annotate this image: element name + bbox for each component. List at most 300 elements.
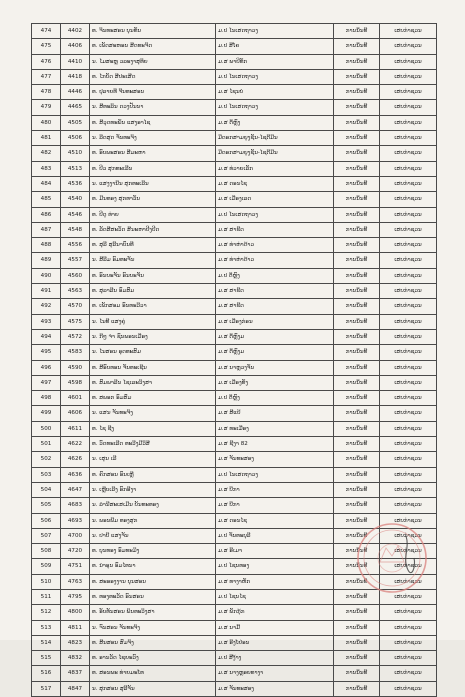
result-cell: ເສບກ່າຊວນ bbox=[380, 284, 437, 299]
table-row bbox=[32, 238, 437, 253]
table-row bbox=[32, 329, 437, 344]
place-cell: ມ.ສ ທ່າຫ່າດ້າວ bbox=[216, 253, 334, 268]
id-cell: 4590 bbox=[61, 360, 90, 375]
row-number-cell: 497 bbox=[32, 375, 61, 390]
place-cell: ມ.ສ ບີກາ bbox=[216, 482, 334, 497]
result-cell: ເສບກ່າຊວນ bbox=[380, 268, 437, 283]
name-cell: ທ. ສີນສອນ ສົມຈິງ bbox=[90, 635, 216, 650]
table-row bbox=[32, 375, 437, 390]
table-row bbox=[32, 207, 437, 222]
result-cell: ເສບກ່າຊວນ bbox=[380, 620, 437, 635]
result-cell: ເສບກ່າຊວນ bbox=[380, 375, 437, 390]
status-cell: ການນຶນທີ bbox=[334, 345, 380, 360]
row-number-cell: 506 bbox=[32, 513, 61, 528]
name-cell: ທ. ສຸລີ ສຸລີນາບົນທີ bbox=[90, 238, 216, 253]
id-cell: 4557 bbox=[61, 253, 90, 268]
place-cell: ມ.ສ ສາຂີດ bbox=[216, 284, 334, 299]
row-number-cell: 481 bbox=[32, 131, 61, 146]
table-row bbox=[32, 115, 437, 130]
table-row bbox=[32, 498, 437, 513]
table-row bbox=[32, 452, 437, 467]
id-cell: 4847 bbox=[61, 681, 90, 696]
table-row bbox=[32, 176, 437, 191]
result-cell: ເສບກ່າຊວນ bbox=[380, 314, 437, 329]
status-cell: ການນຶນທີ bbox=[334, 192, 380, 207]
result-cell: ເສບກ່າຊວນ bbox=[380, 85, 437, 100]
row-number-cell: 487 bbox=[32, 222, 61, 237]
table-row bbox=[32, 666, 437, 681]
result-cell: ເສບກ່າຊວນ bbox=[380, 467, 437, 482]
row-number-cell: 492 bbox=[32, 299, 61, 314]
table-row bbox=[32, 681, 437, 696]
id-cell: 4560 bbox=[61, 268, 90, 283]
row-number-cell: 504 bbox=[32, 482, 61, 497]
place-cell: ມ.ສ ທ່າຫ່າດ້າວ bbox=[216, 238, 334, 253]
result-cell: ເສບກ່າຊວນ bbox=[380, 39, 437, 54]
id-cell: 4720 bbox=[61, 544, 90, 559]
status-cell: ການນຶນທີ bbox=[334, 222, 380, 237]
table-row bbox=[32, 85, 437, 100]
status-cell: ການນຶນທີ bbox=[334, 391, 380, 406]
result-cell: ເສບກ່າຊວນ bbox=[380, 482, 437, 497]
row-number-cell: 488 bbox=[32, 238, 61, 253]
id-cell: 4506 bbox=[61, 131, 90, 146]
status-cell: ການນຶນທີ bbox=[334, 146, 380, 161]
place-cell: ມ.ສ ໄຊນບໍ bbox=[216, 85, 334, 100]
status-cell: ການນຶນທີ bbox=[334, 452, 380, 467]
result-cell: ເສບກ່າຊວນ bbox=[380, 421, 437, 436]
place-cell: ມ.ສ ບີກາ bbox=[216, 498, 334, 513]
name-cell: ທ. ອົນບະຈັນ ອົນບະຈັນ bbox=[90, 268, 216, 283]
result-cell: ເສບກ່າຊວນ bbox=[380, 666, 437, 681]
status-cell: ການນຶນທີ bbox=[334, 268, 380, 283]
id-cell: 4510 bbox=[61, 146, 90, 161]
status-cell: ການນຶນທີ bbox=[334, 69, 380, 84]
name-cell: ນ. ໄນສອນ ອຸດທະສົມ bbox=[90, 345, 216, 360]
result-cell: ເສບກ່າຊວນ bbox=[380, 498, 437, 513]
place-cell: ມ.ປ ໄນເສດຖາວງ bbox=[216, 24, 334, 39]
table-row bbox=[32, 360, 437, 375]
result-cell: ເສບກ່າຊວນ bbox=[380, 329, 437, 344]
id-cell: 4540 bbox=[61, 192, 90, 207]
id-cell: 4800 bbox=[61, 605, 90, 620]
id-cell: 4811 bbox=[61, 620, 90, 635]
name-cell: ນ. ຈົນສອນ ຈັນທະຈິງ bbox=[90, 620, 216, 635]
result-cell: ເສບກ່າຊວນ bbox=[380, 589, 437, 604]
result-cell: ເສບກ່າຊວນ bbox=[380, 222, 437, 237]
id-cell: 4418 bbox=[61, 69, 90, 84]
row-number-cell: 517 bbox=[32, 681, 61, 696]
row-number-cell: 514 bbox=[32, 635, 61, 650]
name-cell: ນ. ໄມສະຫຼ ວລະງາສຸທິຍ bbox=[90, 54, 216, 69]
place-cell: ມ.ສ ສາຂີດ bbox=[216, 222, 334, 237]
status-cell: ການນຶນທີ bbox=[334, 131, 380, 146]
id-cell: 4751 bbox=[61, 559, 90, 574]
official-stamp bbox=[350, 518, 430, 598]
status-cell: ການນຶນທີ bbox=[334, 620, 380, 635]
name-cell: ນ. ສີທະລິນ ດວງປັນນາ bbox=[90, 100, 216, 115]
name-cell: ນ. ລີດສຸດ ຈັນທະຈິງ bbox=[90, 131, 216, 146]
row-number-cell: 486 bbox=[32, 207, 61, 222]
status-cell: ການນຶນທີ bbox=[334, 559, 380, 574]
place-cell: ມ.ປ ໄຊນໄຊ bbox=[216, 589, 334, 604]
id-cell: 4636 bbox=[61, 467, 90, 482]
place-cell: ມີດອກສາມຍູງຊັນ-ໄຊຕີມີນ bbox=[216, 146, 334, 161]
id-cell: 4622 bbox=[61, 437, 90, 452]
status-cell: ການນຶນທີ bbox=[334, 467, 380, 482]
id-cell: 4548 bbox=[61, 222, 90, 237]
table-row bbox=[32, 421, 437, 436]
result-cell: ເສບກ່າຊວນ bbox=[380, 24, 437, 39]
place-cell: ມ.ສ ເມືອງທັງ bbox=[216, 375, 334, 390]
table-row bbox=[32, 314, 437, 329]
place-cell: ມ.ສ ນາງຫຼອຍທາງາ bbox=[216, 666, 334, 681]
name-cell: ທ. ສຸລາລີນ ອົມສົມ bbox=[90, 284, 216, 299]
status-cell: ການນຶນທີ bbox=[334, 115, 380, 130]
name-cell: ທ. ສະອອງງານ ບຸນສອນ bbox=[90, 574, 216, 589]
table-row bbox=[32, 54, 437, 69]
name-cell: ນ. ໄນທີ ແສງຄູ່ bbox=[90, 314, 216, 329]
row-number-cell: 501 bbox=[32, 437, 61, 452]
status-cell: ການນຶນທີ bbox=[334, 375, 380, 390]
id-cell: 4601 bbox=[61, 391, 90, 406]
name-cell: ທ. ນຳອຸນ ອົມໄທນາ bbox=[90, 559, 216, 574]
row-number-cell: 483 bbox=[32, 161, 61, 176]
result-cell: ເສບກ່າຊວນ bbox=[380, 437, 437, 452]
row-number-cell: 499 bbox=[32, 406, 61, 421]
table-row bbox=[32, 635, 437, 650]
name-cell: ທ. ສີວຸດທະພັນ ແສງອາໄຊ bbox=[90, 115, 216, 130]
id-cell: 4795 bbox=[61, 589, 90, 604]
name-cell: ນ. ປາບີ ແສງຈັນ bbox=[90, 528, 216, 543]
place-cell: ມ.ປ ສີໂຄ bbox=[216, 39, 334, 54]
name-cell: ທ. ສີອົບທອນ ຈັນທະເຊີນ bbox=[90, 360, 216, 375]
table-row bbox=[32, 482, 437, 497]
id-cell: 4598 bbox=[61, 375, 90, 390]
result-cell: ເສບກ່າຊວນ bbox=[380, 605, 437, 620]
id-cell: 4410 bbox=[61, 54, 90, 69]
result-cell: ເສບກ່າຊວນ bbox=[380, 207, 437, 222]
row-number-cell: 513 bbox=[32, 620, 61, 635]
status-cell: ການນຶນທີ bbox=[334, 314, 380, 329]
row-number-cell: 512 bbox=[32, 605, 61, 620]
id-cell: 4556 bbox=[61, 238, 90, 253]
id-cell: 4406 bbox=[61, 39, 90, 54]
result-cell: ເສບກ່າຊວນ bbox=[380, 115, 437, 130]
result-cell: ເສບກ່າຊວນ bbox=[380, 131, 437, 146]
table-row bbox=[32, 146, 437, 161]
row-number-cell: 508 bbox=[32, 544, 61, 559]
result-cell: ເສບກ່າຊວນ bbox=[380, 238, 437, 253]
id-cell: 4583 bbox=[61, 345, 90, 360]
id-cell: 4837 bbox=[61, 666, 90, 681]
table-row bbox=[32, 299, 437, 314]
row-number-cell: 494 bbox=[32, 329, 61, 344]
name-cell: ທ. ລັດສີສະວັດ ສີນະຫາປີງປີດ bbox=[90, 222, 216, 237]
name-cell: ທ. ຈິນທະສອນ ບຸນທັນ bbox=[90, 24, 216, 39]
id-cell: 4572 bbox=[61, 329, 90, 344]
name-cell: ທ. ທອງທະວັດ ອົນສອນ bbox=[90, 589, 216, 604]
place-cell: ມ.ສ ນາມີ້ bbox=[216, 620, 334, 635]
status-cell: ການນຶນທີ bbox=[334, 589, 380, 604]
row-number-cell: 480 bbox=[32, 115, 61, 130]
result-cell: ເສບກ່າຊວນ bbox=[380, 406, 437, 421]
status-cell: ການນຶນທີ bbox=[334, 528, 380, 543]
place-cell: ມ.ປ ຕຶຫຼົງ bbox=[216, 391, 334, 406]
status-cell: ການນຶນທີ bbox=[334, 635, 380, 650]
status-cell: ການນຶນທີ bbox=[334, 299, 380, 314]
table-row bbox=[32, 437, 437, 452]
row-number-cell: 474 bbox=[32, 24, 61, 39]
name-cell: ທ. ສພອກ ອົມສົມ bbox=[90, 391, 216, 406]
id-cell: 4402 bbox=[61, 24, 90, 39]
id-cell: 4626 bbox=[61, 452, 90, 467]
result-cell: ເສບກ່າຊວນ bbox=[380, 528, 437, 543]
result-cell: ເສບກ່າຊວນ bbox=[380, 69, 437, 84]
id-cell: 4647 bbox=[61, 482, 90, 497]
result-cell: ເສບກ່າຊວນ bbox=[380, 161, 437, 176]
place-cell: ມ.ສ ພັກກຸ້ກ bbox=[216, 605, 334, 620]
place-cell: ມ.ສ ພາປີທັກ bbox=[216, 54, 334, 69]
place-cell: ມ.ສ ທະເມືອງ bbox=[216, 421, 334, 436]
result-cell: ເສບກ່າຊວນ bbox=[380, 54, 437, 69]
name-cell: ທ. ອົບພະສອນ ສີມະຫາ bbox=[90, 146, 216, 161]
table-row bbox=[32, 620, 437, 635]
table-row bbox=[32, 161, 437, 176]
place-cell: ມ.ສ ຈັນທະສອງ bbox=[216, 681, 334, 696]
row-number-cell: 507 bbox=[32, 528, 61, 543]
id-cell: 4693 bbox=[61, 513, 90, 528]
place-cell: ມ.ປ ຕຶຫຼົງ bbox=[216, 268, 334, 283]
row-number-cell: 511 bbox=[32, 589, 61, 604]
status-cell: ການນຶນທີ bbox=[334, 238, 380, 253]
result-cell: ເສບກ່າຊວນ bbox=[380, 253, 437, 268]
table-row bbox=[32, 467, 437, 482]
name-cell: ທ. ໄຊ ຊີງ bbox=[90, 421, 216, 436]
table-row bbox=[32, 391, 437, 406]
status-cell: ການນຶນທີ bbox=[334, 437, 380, 452]
name-cell: ທ. ອັບທັນສອນ ພິນທະວິງສາ bbox=[90, 605, 216, 620]
status-cell: ການນຶນທີ bbox=[334, 681, 380, 696]
row-number-cell: 476 bbox=[32, 54, 61, 69]
result-cell: ເສບກ່າຊວນ bbox=[380, 559, 437, 574]
status-cell: ການນຶນທີ bbox=[334, 54, 380, 69]
name-cell: ທ. ວົດທະເລີດ ທະວີງມີວິສີ bbox=[90, 437, 216, 452]
result-cell: ເສບກ່າຊວນ bbox=[380, 651, 437, 666]
result-cell: ເສບກ່າຊວນ bbox=[380, 299, 437, 314]
id-cell: 4546 bbox=[61, 207, 90, 222]
name-cell: ນ. ກີໆ ຈຳ ຊົນພອນເມືອງ bbox=[90, 329, 216, 344]
id-cell: 4570 bbox=[61, 299, 90, 314]
row-number-cell: 475 bbox=[32, 39, 61, 54]
table-row bbox=[32, 222, 437, 237]
row-number-cell: 477 bbox=[32, 69, 61, 84]
status-cell: ການນຶນທີ bbox=[334, 498, 380, 513]
place-cell: ມ.ສ ດອນໄຊ bbox=[216, 513, 334, 528]
status-cell: ການນຶນທີ bbox=[334, 39, 380, 54]
row-number-cell: 479 bbox=[32, 100, 61, 115]
id-cell: 4700 bbox=[61, 528, 90, 543]
row-number-cell: 490 bbox=[32, 268, 61, 283]
name-cell: ນ. ສີລີມ ອົມທະຈັນ bbox=[90, 253, 216, 268]
table-row bbox=[32, 268, 437, 283]
status-cell: ການນຶນທີ bbox=[334, 513, 380, 528]
status-cell: ການນຶນທີ bbox=[334, 666, 380, 681]
place-cell: ມ.ສ ຈັນທະສອງ bbox=[216, 452, 334, 467]
place-cell: ມ.ປ ໄນເສດຖາວງ bbox=[216, 69, 334, 84]
row-number-cell: 500 bbox=[32, 421, 61, 436]
status-cell: ການນຶນທີ bbox=[334, 574, 380, 589]
table-row bbox=[32, 284, 437, 299]
place-cell: ມ.ສ ນາຫຼວງຈັນ bbox=[216, 360, 334, 375]
status-cell: ການນຶນທີ bbox=[334, 284, 380, 299]
row-number-cell: 489 bbox=[32, 253, 61, 268]
table-row bbox=[32, 192, 437, 207]
result-cell: ເສບກ່າຊວນ bbox=[380, 574, 437, 589]
place-cell: ມ.ສ ສາຂີດ bbox=[216, 299, 334, 314]
id-cell: 4606 bbox=[61, 406, 90, 421]
status-cell: ການນຶນທີ bbox=[334, 207, 380, 222]
place-cell: ມ.ສ ທ່ວາຍເລັກ bbox=[216, 161, 334, 176]
result-cell: ເສບກ່າຊວນ bbox=[380, 192, 437, 207]
place-cell: ມ.ສ ຕຶຫຼົງມ bbox=[216, 329, 334, 344]
result-cell: ເສບກ່າຊວນ bbox=[380, 360, 437, 375]
name-cell: ນ. ເຫຼີບເລີງ ອົກອີງາ bbox=[90, 482, 216, 497]
status-cell: ການນຶນທີ bbox=[334, 406, 380, 421]
result-cell: ເສບກ່າຊວນ bbox=[380, 452, 437, 467]
name-cell: ທ. ໄກບັດ ສີປະເສີດ bbox=[90, 69, 216, 84]
status-cell: ການນຶນທີ bbox=[334, 544, 380, 559]
status-cell: ການນຶນທີ bbox=[334, 100, 380, 115]
id-cell: 4505 bbox=[61, 115, 90, 130]
place-cell: ມ.ສ ຕຶຫຼົງ bbox=[216, 115, 334, 130]
name-cell: ທ. ບຸນທອງ ອົມທະມິງ bbox=[90, 544, 216, 559]
result-cell: ເສບກ່າຊວນ bbox=[380, 513, 437, 528]
name-cell: ທ. ອານວັດ ໄຊຍະວົງ bbox=[90, 651, 216, 666]
name-cell: ທ. ຄົກສອນ ອົນເຫຼີ bbox=[90, 467, 216, 482]
name-cell: ທ. ເພັດສະຫອນ ສີດທະຈິດ bbox=[90, 39, 216, 54]
result-cell: ເສບກ່າຊວນ bbox=[380, 176, 437, 191]
name-cell: ນ. ແສງງານີນ ສຸກທະເລີນ bbox=[90, 176, 216, 191]
place-cell: ມ.ປ ໄນເສດຖາວງ bbox=[216, 467, 334, 482]
row-number-cell: 491 bbox=[32, 284, 61, 299]
row-number-cell: 505 bbox=[32, 498, 61, 513]
name-cell: ນ. ສຸກສອນ ສຸລີຈັນ bbox=[90, 681, 216, 696]
place-cell: ມ.ສ ເມືອງເລດ bbox=[216, 192, 334, 207]
row-number-cell: 503 bbox=[32, 467, 61, 482]
status-cell: ການນຶນທີ bbox=[334, 421, 380, 436]
place-cell: ມ.ສ ອີງໂຢ່ອນ bbox=[216, 635, 334, 650]
table-row bbox=[32, 406, 437, 421]
result-cell: ເສບກ່າຊວນ bbox=[380, 391, 437, 406]
status-cell: ການນຶນທີ bbox=[334, 85, 380, 100]
place-cell: ມ.ສ ດອນໄຊ bbox=[216, 176, 334, 191]
row-number-cell: 495 bbox=[32, 345, 61, 360]
table-row bbox=[32, 24, 437, 39]
row-number-cell: 478 bbox=[32, 85, 61, 100]
row-number-cell: 485 bbox=[32, 192, 61, 207]
table-row bbox=[32, 345, 437, 360]
id-cell: 4446 bbox=[61, 85, 90, 100]
status-cell: ການນຶນທີ bbox=[334, 329, 380, 344]
row-number-cell: 515 bbox=[32, 651, 61, 666]
place-cell: ມ.ປ ໄນເສດຖາວງ bbox=[216, 100, 334, 115]
row-number-cell: 510 bbox=[32, 574, 61, 589]
name-cell: ທ. ປຸລາຍທີ ຈີນທະສອນ bbox=[90, 85, 216, 100]
status-cell: ການນຶນທີ bbox=[334, 605, 380, 620]
status-cell: ການນຶນທີ bbox=[334, 24, 380, 39]
id-cell: 4611 bbox=[61, 421, 90, 436]
place-cell: ມ.ສ ທາງາຫັກ bbox=[216, 574, 334, 589]
name-cell: ທ. ສົມພາລີນ ໄຊເລະວິງສາ bbox=[90, 375, 216, 390]
signature-mark bbox=[406, 536, 415, 573]
row-number-cell: 509 bbox=[32, 559, 61, 574]
id-cell: 4763 bbox=[61, 574, 90, 589]
table-row bbox=[32, 100, 437, 115]
place-cell: ມ.ສ ຊີງາ 82 bbox=[216, 437, 334, 452]
id-cell: 4832 bbox=[61, 651, 90, 666]
result-cell: ເສບກ່າຊວນ bbox=[380, 146, 437, 161]
row-number-cell: 484 bbox=[32, 176, 61, 191]
id-cell: 4823 bbox=[61, 635, 90, 650]
result-cell: ເສບກ່າຊວນ bbox=[380, 681, 437, 696]
row-number-cell: 493 bbox=[32, 314, 61, 329]
status-cell: ການນຶນທີ bbox=[334, 482, 380, 497]
status-cell: ການນຶນທີ bbox=[334, 651, 380, 666]
name-cell: ທ. ປີດູ ທ່າຍ bbox=[90, 207, 216, 222]
result-cell: ເສບກ່າຊວນ bbox=[380, 345, 437, 360]
row-number-cell: 482 bbox=[32, 146, 61, 161]
place-cell: ມ.ປ ໄຊນທອງ bbox=[216, 559, 334, 574]
table-row bbox=[32, 651, 437, 666]
place-cell: ມ.ສ ຕຶຫຼົງມ bbox=[216, 345, 334, 360]
row-number-cell: 496 bbox=[32, 360, 61, 375]
status-cell: ການນຶນທີ bbox=[334, 360, 380, 375]
place-cell: ມ.ສ ອີເມາ bbox=[216, 544, 334, 559]
row-number-cell: 502 bbox=[32, 452, 61, 467]
result-cell: ເສບກ່າຊວນ bbox=[380, 635, 437, 650]
row-number-cell: 498 bbox=[32, 391, 61, 406]
place-cell: ມີດອກສາມຍູງຊັນ-ໄຊຕີມີນ bbox=[216, 131, 334, 146]
table-row bbox=[32, 69, 437, 84]
place-cell: ມ.ປ ຈັນທະບຸລີ bbox=[216, 528, 334, 543]
name-cell: ນ. ແສນ ຈັນທະຈິງ bbox=[90, 406, 216, 421]
row-number-cell: 516 bbox=[32, 666, 61, 681]
result-cell: ເສບກ່າຊວນ bbox=[380, 544, 437, 559]
status-cell: ການນຶນທີ bbox=[334, 176, 380, 191]
name-cell: ທ. ເພັກສອມ ອົນທະວີວາ bbox=[90, 299, 216, 314]
status-cell: ການນຶນທີ bbox=[334, 253, 380, 268]
id-cell: 4465 bbox=[61, 100, 90, 115]
table-row bbox=[32, 605, 437, 620]
table-row bbox=[32, 131, 437, 146]
id-cell: 4575 bbox=[61, 314, 90, 329]
table-row bbox=[32, 253, 437, 268]
id-cell: 4536 bbox=[61, 176, 90, 191]
name-cell: ທ. ສອນພະ ທ່າຍມະໂທ bbox=[90, 666, 216, 681]
name-cell: ນ. ລຳນີສະເສເມີນ ບັນທະທອງ bbox=[90, 498, 216, 513]
place-cell: ມ.ສ ສີແປ້ bbox=[216, 406, 334, 421]
name-cell: ນ. ພອນພີມ ທອງສູກ bbox=[90, 513, 216, 528]
name-cell: ທ. ປີວ ສຸກທະເລີນ bbox=[90, 161, 216, 176]
id-cell: 4563 bbox=[61, 284, 90, 299]
table-row bbox=[32, 39, 437, 54]
place-cell: ມ.ສ ເມືອງກ່ອນ bbox=[216, 314, 334, 329]
id-cell: 4683 bbox=[61, 498, 90, 513]
name-cell: ນ. ເສຸນ ເລີ bbox=[90, 452, 216, 467]
id-cell: 4513 bbox=[61, 161, 90, 176]
place-cell: ມ.ປ ສີງ້າງ bbox=[216, 651, 334, 666]
